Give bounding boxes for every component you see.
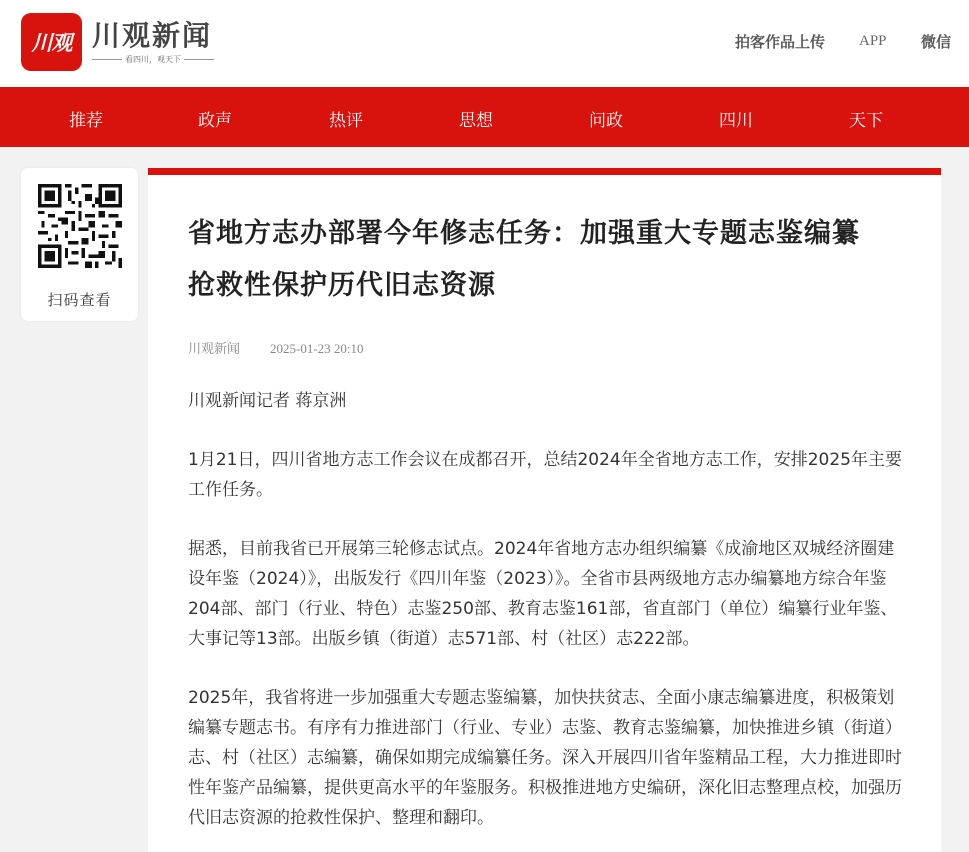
qr-code-icon[interactable] bbox=[38, 184, 122, 268]
qr-label: 扫码查看 bbox=[47, 291, 112, 309]
slogan-divider-left bbox=[92, 59, 122, 60]
article-panel bbox=[148, 168, 941, 852]
nav-item-reping[interactable]: 热评 bbox=[329, 111, 363, 131]
article-paragraph: 据悉，目前我省已开展第三轮修志试点。2024年省地方志办组织编纂《成渝地区双城经济圈建设年鉴（2024）》，出版发行《四川年鉴（2023）》。全省市县两级地方志办编纂地方综合年鉴204部、部门（行业、特色）志鉴250部、教育志鉴161部，省直部门（单位）编纂行业年鉴、大事记等13部。出版乡镇（街道）志571部、村（社区）志222部。 bbox=[188, 539, 898, 649]
slogan: 看四川，观天下 bbox=[125, 54, 181, 64]
app-link[interactable]: APP bbox=[859, 33, 887, 49]
nav-item-tianxia[interactable]: 天下 bbox=[849, 111, 883, 131]
slogan-row bbox=[92, 52, 214, 66]
nav-item-tuijian[interactable]: 推荐 bbox=[69, 111, 103, 131]
nav-item-zhengsheng[interactable]: 政声 bbox=[198, 111, 232, 131]
brand-name[interactable]: 川观新闻 bbox=[92, 19, 213, 52]
main-nav bbox=[0, 87, 969, 147]
article-title: 省地方志办部署今年修志任务：加强重大专题志鉴编纂 抢救性保护历代旧志资源 bbox=[188, 218, 860, 301]
qr-card bbox=[21, 168, 138, 321]
top-header bbox=[0, 0, 969, 87]
logo-badge[interactable]: 川观 bbox=[21, 13, 82, 71]
upload-link[interactable]: 拍客作品上传 bbox=[735, 33, 826, 51]
nav-item-wenzheng[interactable]: 问政 bbox=[589, 111, 623, 131]
wechat-link[interactable]: 微信 bbox=[921, 33, 952, 51]
slogan-divider-right bbox=[184, 59, 214, 60]
nav-item-sixiang[interactable]: 思想 bbox=[459, 111, 493, 131]
article-paragraph: 1月21日，四川省地方志工作会议在成都召开，总结2024年全省地方志工作，安排2025年主要工作任务。 bbox=[188, 450, 902, 500]
article-source: 川观新闻 bbox=[188, 342, 241, 357]
article-paragraph: 2025年，我省将进一步加强重大专题志鉴编纂，加快扶贫志、全面小康志编纂进度，积极策划编纂专题志书。有序有力推进部门（行业、专业）志鉴、教育志鉴编纂，加快推进乡镇（街道）志、村（社区）志编纂，确保如期完成编纂任务。深入开展四川省年鉴精品工程，大力推进即时性年鉴产品编纂，提供更高水平的年鉴服务。积极推进地方史编研，深化旧志整理点校，加强历代旧志资源的抢救性保护、整理和翻印。 bbox=[188, 688, 902, 828]
article-time: 2025-01-23 20:10 bbox=[270, 341, 364, 356]
article-paragraph: 川观新闻记者 蒋京洲 bbox=[188, 391, 347, 411]
article-meta bbox=[188, 338, 364, 357]
nav-item-sichuan[interactable]: 四川 bbox=[719, 111, 753, 131]
